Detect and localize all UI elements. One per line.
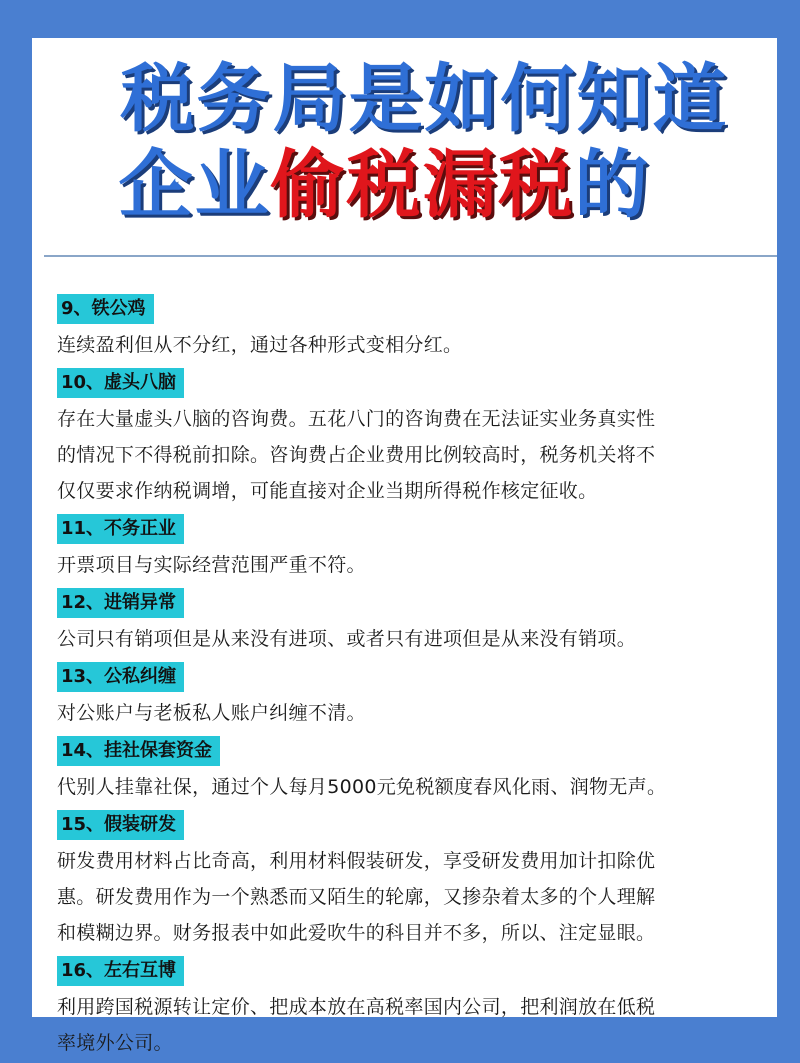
title-line-2 [32, 142, 777, 228]
title-line-1 [32, 56, 777, 142]
list-item [57, 365, 772, 509]
title-divider [44, 255, 777, 257]
item-heading: 13、公私纠缠 [57, 662, 184, 692]
title-line-2-highlight: 偷税漏税 [270, 142, 575, 228]
list-item [57, 953, 772, 1061]
item-body: 连续盈利但从不分红，通过各种形式变相分红。 [57, 334, 463, 356]
article-card [32, 38, 777, 1054]
item-body: 存在大量虚头八脑的咨询费。五花八门的咨询费在无法证实业务真实性 的情况下不得税前扣除。咨询费占企业费用比例较高时，税务机关将不 仅仅要求作纳税调增，可能直接对企业当期所得税作核定征收。 [57, 408, 656, 502]
item-list [57, 291, 772, 1063]
item-heading: 12、进销异常 [57, 588, 184, 618]
item-body: 代别人挂靠社保，通过个人每月5000元免税额度春风化雨、润物无声。 [57, 776, 667, 798]
title-line-2-part-3: 的 [574, 142, 651, 228]
item-heading: 14、挂社保套资金 [57, 736, 220, 766]
item-body: 对公账户与老板私人账户纠缠不清。 [57, 702, 366, 724]
list-item [57, 733, 772, 805]
list-item [57, 291, 772, 363]
list-item [57, 511, 772, 583]
list-item [57, 807, 772, 951]
item-body: 研发费用材料占比奇高，利用材料假装研发，享受研发费用加计扣除优 惠。研发费用作为一个熟悉而又陌生的轮廓，又掺杂着太多的个人理解 和模糊边界。财务报表中如此爱吹牛的科目并不多，所以、注定显眼。 [57, 850, 656, 944]
item-body: 开票项目与实际经营范围严重不符。 [57, 554, 366, 576]
list-item [57, 659, 772, 731]
item-heading: 9、铁公鸡 [57, 294, 154, 324]
item-heading: 10、虚头八脑 [57, 368, 184, 398]
item-body: 利用跨国税源转让定价、把成本放在高税率国内公司，把利润放在低税 率境外公司。 [57, 996, 656, 1054]
item-heading: 15、假装研发 [57, 810, 184, 840]
title-line-1-text: 税务局是如何知道 [120, 56, 729, 142]
item-heading: 16、左右互博 [57, 956, 184, 986]
title-line-2-part-1: 企业 [118, 142, 271, 228]
list-item [57, 585, 772, 657]
item-body: 公司只有销项但是从来没有进项、或者只有进项但是从来没有销项。 [57, 628, 637, 650]
item-heading: 11、不务正业 [57, 514, 184, 544]
